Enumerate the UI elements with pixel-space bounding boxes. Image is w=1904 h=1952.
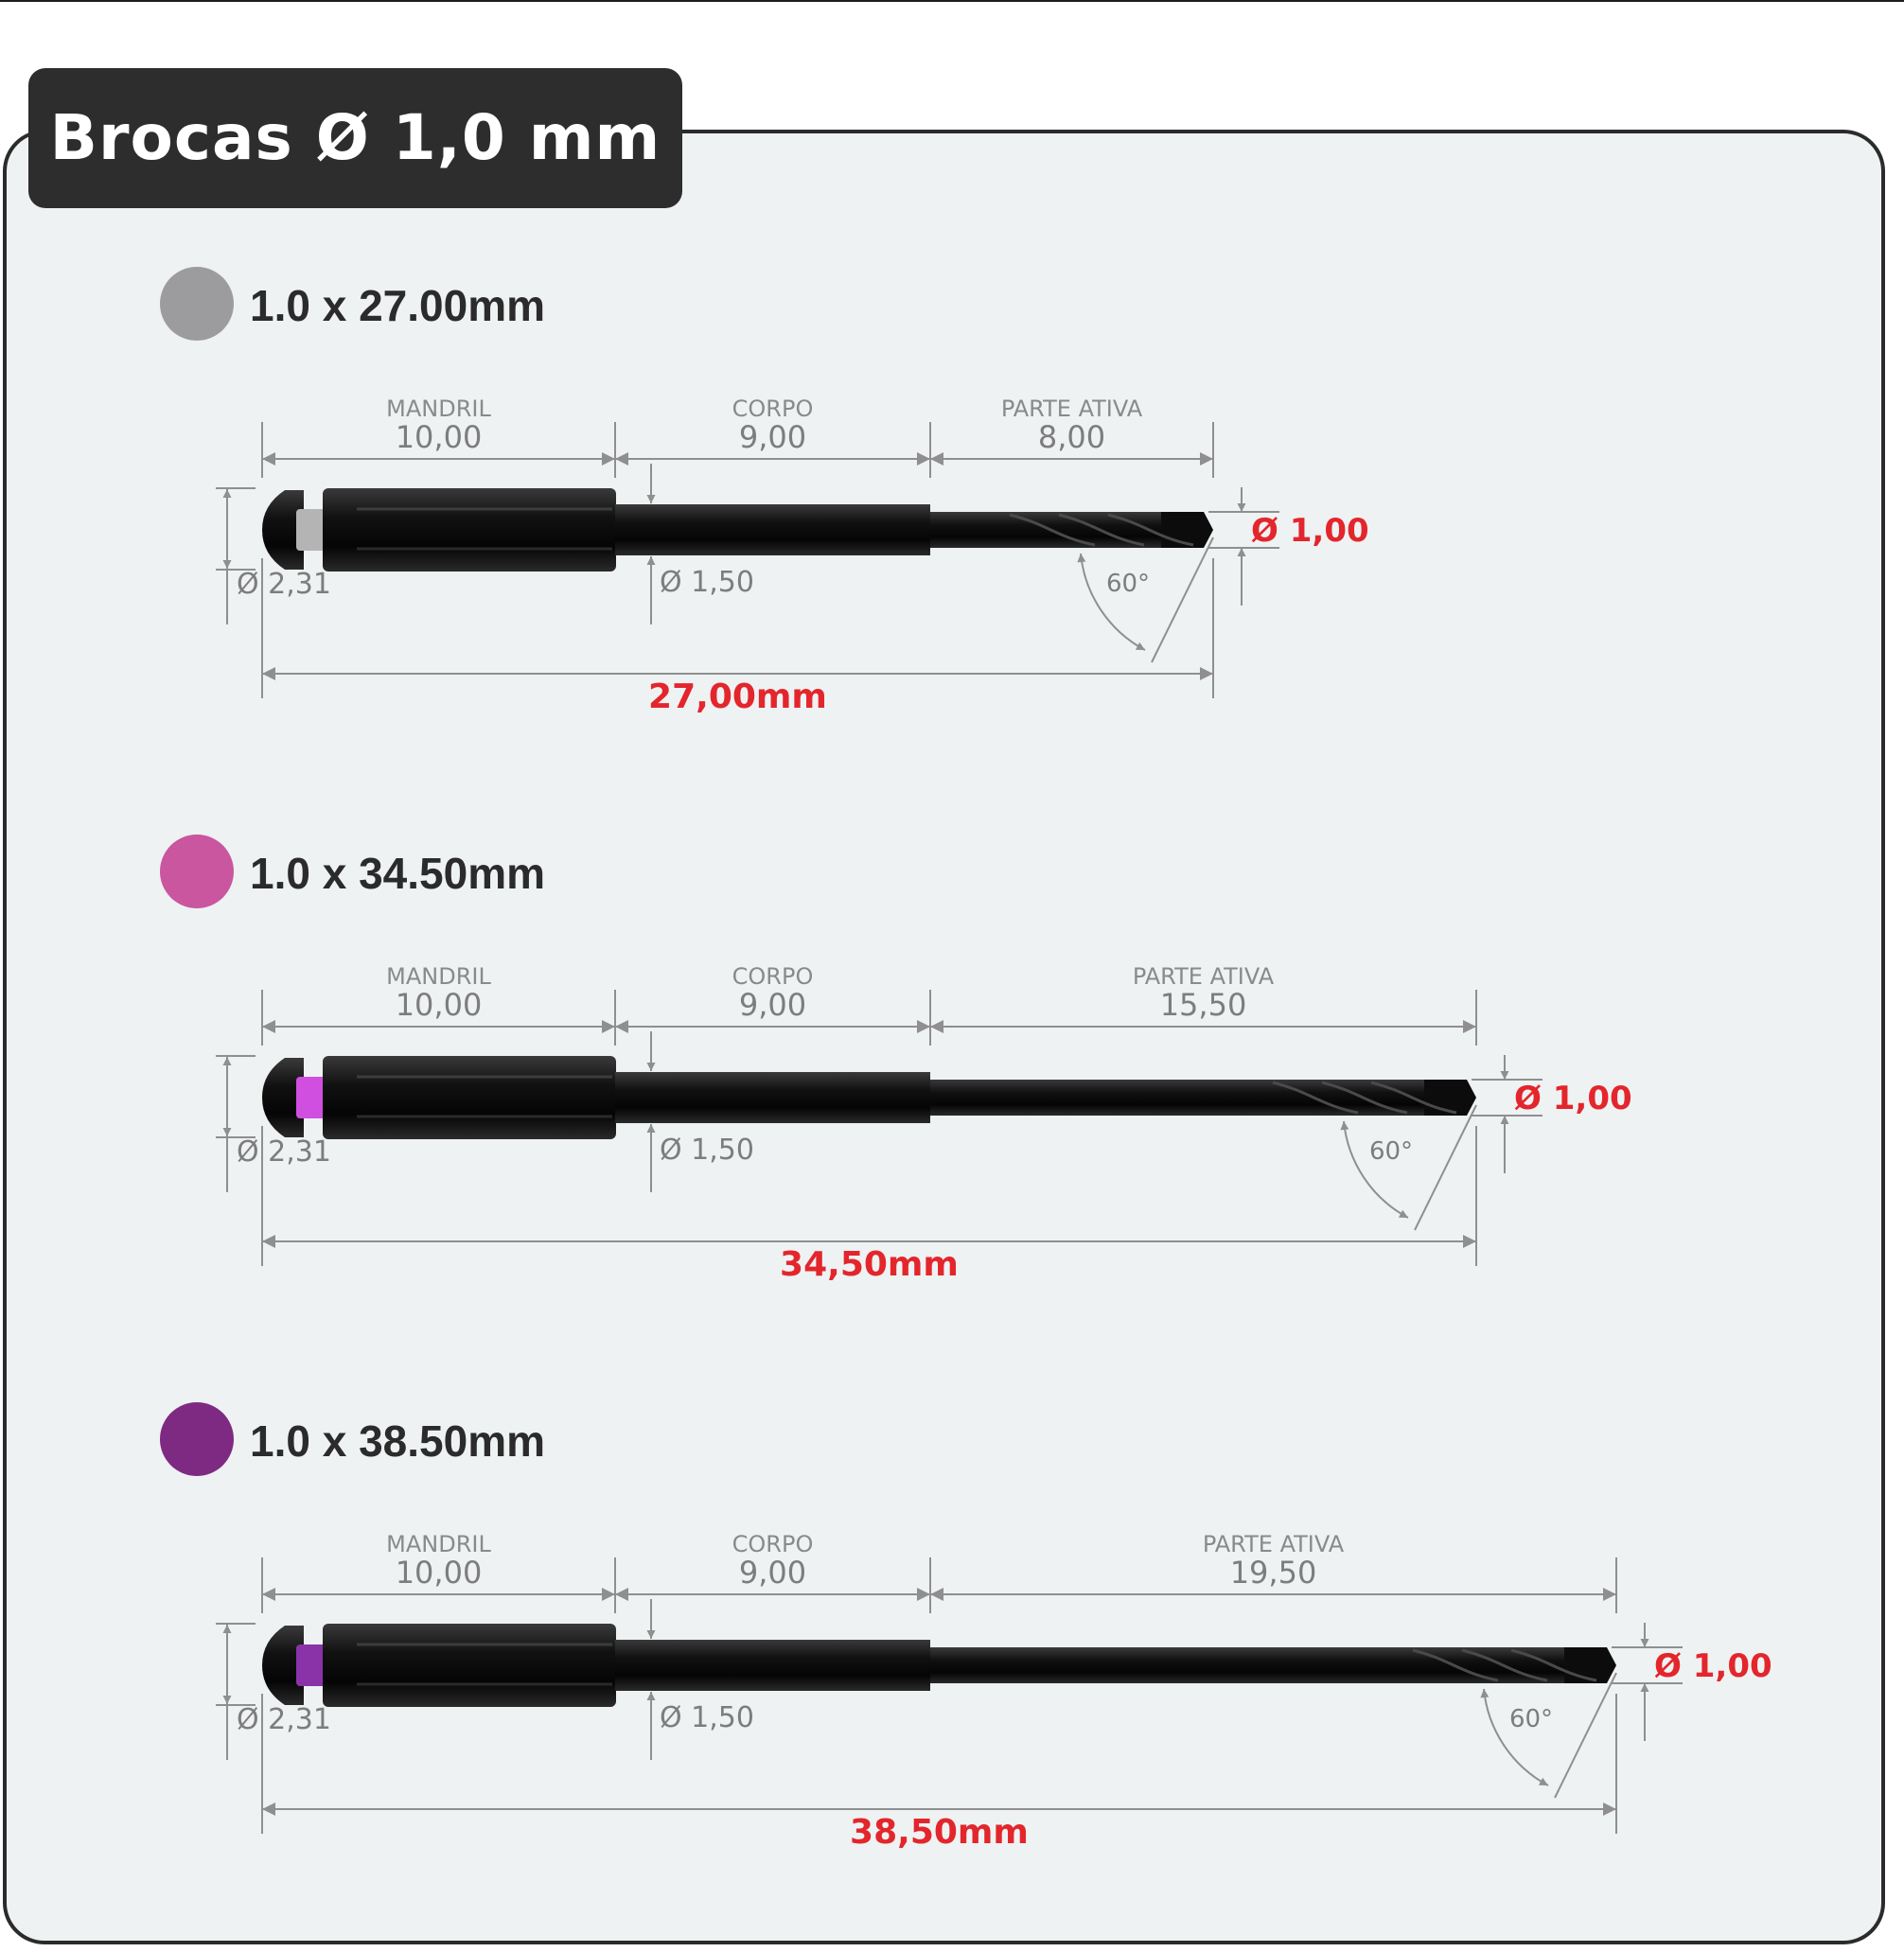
- parte-ativa-label: PARTE ATIVA: [1000, 396, 1143, 422]
- body-diameter: Ø 1,50: [660, 1701, 754, 1734]
- page-title: Brocas Ø 1,0 mm: [49, 101, 661, 174]
- total-length: 27,00mm: [648, 677, 827, 716]
- drill-2: [160, 835, 1632, 1284]
- tip-angle: 60°: [1368, 1137, 1414, 1166]
- corpo-value: 9,00: [738, 419, 807, 455]
- corpo-value: 9,00: [738, 987, 807, 1023]
- color-dot: [160, 1402, 234, 1476]
- angle-line: [1555, 1673, 1616, 1798]
- color-dot: [160, 835, 234, 908]
- angle-line: [1152, 537, 1213, 662]
- mandril-body: [323, 488, 616, 572]
- mandril-value: 10,00: [395, 1555, 483, 1591]
- mandril-value: 10,00: [395, 419, 483, 455]
- angle-arc: [1344, 1121, 1408, 1218]
- mandril-label: MANDRIL: [386, 1531, 491, 1557]
- mandril-value: 10,00: [395, 987, 483, 1023]
- corpo-body: [615, 1640, 930, 1691]
- drill-3: [160, 1402, 1772, 1852]
- body-diameter: Ø 1,50: [660, 1134, 754, 1167]
- color-dot: [160, 267, 234, 341]
- drill-1: [160, 267, 1369, 716]
- tip-diameter: Ø 1,00: [1654, 1647, 1772, 1685]
- tip-angle: 60°: [1105, 570, 1151, 598]
- angle-arc: [1081, 554, 1145, 650]
- parte-ativa-label: PARTE ATIVA: [1132, 963, 1275, 990]
- corpo-label: CORPO: [732, 1531, 814, 1557]
- angle-arc: [1484, 1689, 1548, 1785]
- total-length: 34,50mm: [780, 1245, 959, 1284]
- corpo-body: [615, 1072, 930, 1123]
- mandril-label: MANDRIL: [386, 396, 491, 422]
- drill-heading: 1.0 x 27.00mm: [250, 281, 546, 330]
- drill-heading: 1.0 x 38.50mm: [250, 1416, 546, 1466]
- parte-ativa-value: 15,50: [1159, 987, 1247, 1023]
- mandril-body: [323, 1056, 616, 1139]
- total-length: 38,50mm: [850, 1813, 1029, 1852]
- parte-ativa-value: 8,00: [1037, 419, 1106, 455]
- tip-diameter: Ø 1,00: [1251, 512, 1369, 550]
- corpo-label: CORPO: [732, 963, 814, 990]
- corpo-label: CORPO: [732, 396, 814, 422]
- angle-line: [1415, 1105, 1476, 1230]
- corpo-value: 9,00: [738, 1555, 807, 1591]
- shank-diameter: Ø 2,31: [237, 1703, 331, 1736]
- shank-diameter: Ø 2,31: [237, 1135, 331, 1169]
- corpo-body: [615, 504, 930, 555]
- shank-diameter: Ø 2,31: [237, 568, 331, 601]
- body-diameter: Ø 1,50: [660, 566, 754, 599]
- mandril-label: MANDRIL: [386, 963, 491, 990]
- parte-ativa-label: PARTE ATIVA: [1202, 1531, 1345, 1557]
- parte-ativa-value: 19,50: [1229, 1555, 1317, 1591]
- drill-heading: 1.0 x 34.50mm: [250, 849, 546, 898]
- tip-diameter: Ø 1,00: [1514, 1080, 1632, 1117]
- tip-angle: 60°: [1508, 1705, 1554, 1733]
- mandril-body: [323, 1624, 616, 1707]
